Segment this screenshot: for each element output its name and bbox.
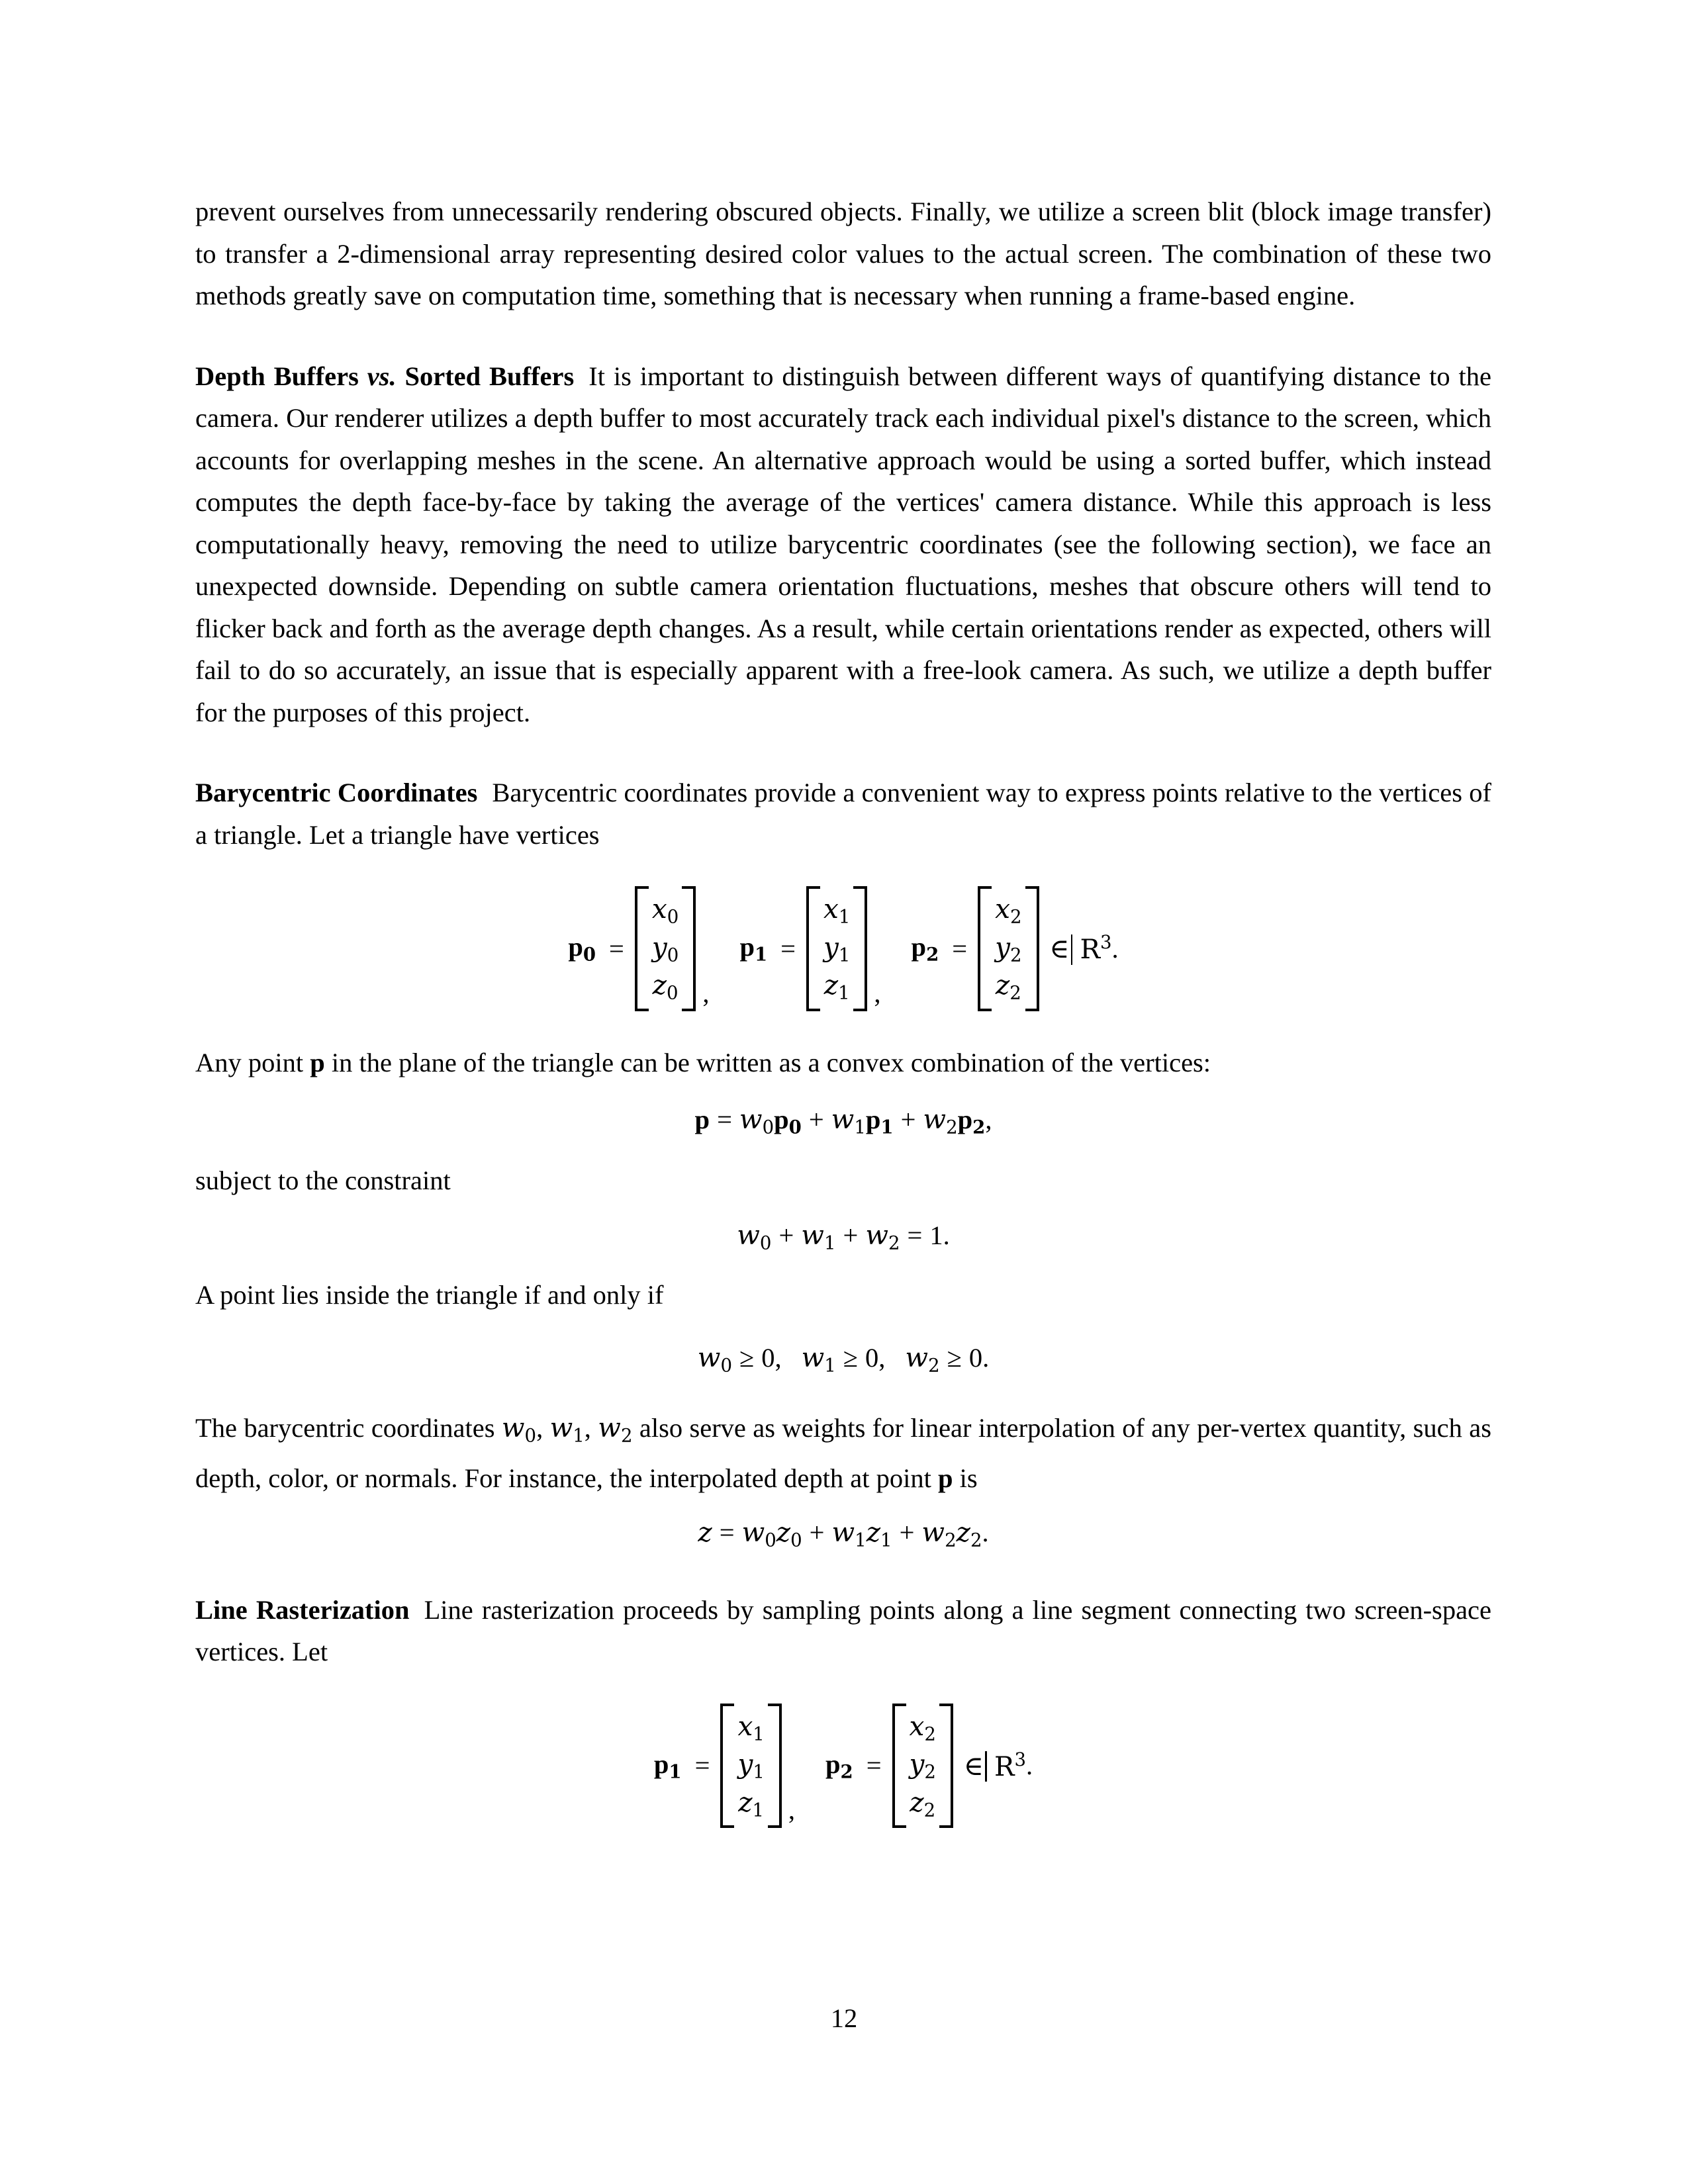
- vector-entry: $y_0$: [651, 931, 679, 966]
- paragraph-spacer: [195, 733, 1491, 772]
- separator-comma: ,: [788, 1795, 795, 1825]
- real-numbers-symbol: $R^3$: [1069, 932, 1111, 965]
- term-w0: $w_0$: [737, 1218, 772, 1254]
- paragraph-subject-to: subject to the constraint: [195, 1165, 451, 1196]
- math-spacer: [195, 1083, 1491, 1106]
- membership-symbol: ∈: [1049, 934, 1070, 964]
- bracket-p1: [806, 886, 867, 1011]
- vector-p2-line: [825, 1704, 953, 1829]
- geq-sign: ≥: [739, 1342, 755, 1373]
- equals-sign: =: [907, 1220, 923, 1250]
- vector-p1-line: [654, 1704, 799, 1829]
- vector-column-p1-line: [731, 1707, 771, 1825]
- membership-symbol: ∈: [963, 1751, 984, 1781]
- page-content: [195, 191, 1491, 1828]
- equals-sign: =: [952, 933, 968, 964]
- inline-w1: $w_1$: [549, 1411, 585, 1447]
- paragraph-point-inside: A point lies inside the triangle if and only if: [195, 1280, 664, 1310]
- math-spacer: [195, 1137, 1491, 1160]
- paragraph-spacer: [195, 1551, 1491, 1589]
- rhs-zero: 0: [761, 1342, 775, 1373]
- plus-sign: +: [809, 1518, 825, 1548]
- vector-p2: [912, 886, 1039, 1011]
- equation-line-endpoints-matrix: [195, 1704, 1491, 1829]
- vector-entry: $y_2$: [909, 1748, 936, 1783]
- bracket-p2: [978, 886, 1039, 1011]
- inline-w2: $w_2$: [598, 1411, 633, 1447]
- vector-entry: $y_2$: [995, 931, 1022, 966]
- term-w0: $w_0$: [739, 1103, 774, 1138]
- heading-barycentric-coordinates: Barycentric Coordinates: [195, 778, 478, 807]
- vector-label-p2: $p_2$: [825, 1749, 853, 1783]
- term-z1: $z_1$: [866, 1516, 892, 1552]
- vector-entry: $y_1$: [823, 931, 851, 966]
- paragraph-line-rasterization-body: Line rasterization proceeds by sampling points along a line segment connecting two screen-space vertices. Let: [195, 1594, 1491, 1667]
- term-w2: $w_2$: [921, 1516, 957, 1552]
- separator-comma: ,: [774, 1342, 782, 1373]
- equation-depth-interpolation: [195, 1516, 1491, 1552]
- bracket-p2-line: [892, 1704, 953, 1829]
- rhs-zero: 0: [865, 1342, 879, 1373]
- math-spacer: [195, 856, 1491, 886]
- vector-label-p1: $p_1$: [739, 932, 768, 966]
- term-w0: $w_0$: [741, 1516, 776, 1552]
- heading-depth-buffers-part2: Sorted Buffers: [404, 361, 575, 391]
- vector-entry: $x_2$: [995, 893, 1022, 928]
- vector-entry: $x_1$: [737, 1709, 765, 1745]
- math-spacer: [195, 1011, 1491, 1042]
- equation-convex-combination: [195, 1103, 1491, 1138]
- lhs-z: z: [698, 1516, 712, 1549]
- math-spacer: [195, 1202, 1491, 1222]
- vector-column-p2: [988, 890, 1028, 1007]
- plus-sign: +: [778, 1220, 794, 1250]
- term-p1: $p_1$: [865, 1105, 894, 1138]
- term-p0: $p_0$: [774, 1105, 802, 1138]
- paragraph-any-point: Any point p in the plane of the triangle can be written as a convex combination of the vertices:: [195, 1047, 1211, 1077]
- plus-sign: +: [808, 1105, 824, 1134]
- vector-label-p0: $p_0$: [568, 932, 596, 966]
- vector-entry: $x_0$: [651, 893, 679, 928]
- page-number: 12: [830, 2003, 858, 2033]
- lhs-p: p: [694, 1105, 710, 1134]
- vector-column-p1: [817, 890, 857, 1007]
- real-numbers-symbol: $R^3$: [984, 1749, 1026, 1782]
- paragraph-depth-buffers-body: It is important to distinguish between different ways of quantifying distance to the camera. Our renderer utilizes a depth buffer to most accurately track each individual pixel's distance to the screen, which accounts for overlapping meshes in the scene. An alternative approach would be using a sorted buffer, which instead computes the depth face-by-face by taking the average of the vertices' camera distance. While this approach is less computationally heavy, removing the need to utilize barycentric coordinates (see the following section), we face an unexpected downside. Depending on subtle camera orientation fluctuations, meshes that obscure others will tend to flicker back and forth as the average depth changes. As a result, while certain orientations render as expected, others will fail to do so accurately, an issue that is especially apparent with a free-look camera. As such, we utilize a depth buffer for the purposes of this project.: [195, 361, 1492, 727]
- plus-sign: +: [900, 1105, 916, 1134]
- vector-entry: $z_0$: [652, 969, 679, 1004]
- vector-label-p1: $p_1$: [653, 1749, 682, 1783]
- term-w0: $w_0$: [697, 1341, 732, 1377]
- vector-p1: [739, 886, 884, 1011]
- paragraph-barycentric-body: Barycentric coordinates provide a convenient way to express points relative to the vertices of a triangle. Let a triangle have vertices: [195, 778, 1492, 850]
- math-spacer: [195, 1253, 1491, 1274]
- term-w2: $w_2$: [865, 1218, 900, 1254]
- inline-symbol-p: p: [937, 1463, 953, 1493]
- heading-depth-buffers-part1: Depth Buffers: [195, 361, 359, 391]
- equals-sign: =: [609, 933, 624, 964]
- vector-column-p2-line: [903, 1707, 943, 1825]
- equation-vertices-matrix: [195, 886, 1491, 1011]
- equals-sign: =: [694, 1751, 710, 1781]
- geq-sign: ≥: [947, 1342, 962, 1373]
- vector-column-p0: [645, 890, 685, 1007]
- math-spacer: [195, 1673, 1491, 1704]
- paragraph-barycentric: [195, 772, 1491, 856]
- vector-entry: $x_2$: [909, 1709, 936, 1745]
- term-w1: $w_1$: [831, 1516, 867, 1552]
- term-z0: $z_0$: [776, 1516, 802, 1552]
- paragraph-depth-buffers: [195, 355, 1491, 734]
- paragraph-intro: prevent ourselves from unnecessarily rendering obscured objects. Finally, we utilize a screen blit (block image transfer) to transfer a 2-dimensional array representing desired color values to the actual screen. The combination of these two methods greatly save on computation time, something that is necessary when running a frame-based engine.: [195, 197, 1491, 310]
- heading-line-rasterization: Line Rasterization: [195, 1594, 410, 1625]
- vector-entry: $z_1$: [823, 969, 850, 1004]
- vector-entry: $z_1$: [738, 1786, 765, 1821]
- vector-entry: $z_2$: [910, 1786, 936, 1821]
- inline-symbol-p: p: [310, 1047, 325, 1077]
- rhs-zero: 0: [968, 1342, 983, 1373]
- separator-comma: ,: [878, 1342, 886, 1373]
- separator-comma: ,: [702, 978, 710, 1008]
- term-w2: $w_2$: [923, 1103, 958, 1138]
- terminator-comma: ,: [985, 1105, 992, 1134]
- equals-sign: =: [780, 933, 796, 964]
- equals-sign: =: [719, 1518, 735, 1548]
- term-z2: $z_2$: [956, 1516, 982, 1552]
- heading-depth-buffers-italic: vs.: [367, 361, 397, 391]
- paragraph-line-rasterization: [195, 1589, 1491, 1673]
- terminator-period: .: [1025, 1751, 1033, 1781]
- vector-entry: $x_1$: [823, 893, 851, 928]
- vector-label-p2: $p_2$: [911, 932, 939, 966]
- math-spacer: [195, 1316, 1491, 1344]
- term-p2: $p_2$: [957, 1105, 986, 1138]
- term-w1: $w_1$: [801, 1341, 836, 1377]
- bracket-p1-line: [720, 1704, 781, 1829]
- terminator-period: .: [1111, 933, 1119, 964]
- equation-nonnegativity: [195, 1341, 1491, 1377]
- vector-entry: $y_1$: [737, 1748, 765, 1783]
- geq-sign: ≥: [843, 1342, 859, 1373]
- term-w1: $w_1$: [831, 1103, 866, 1138]
- bracket-p0: [635, 886, 696, 1011]
- vector-p0: [568, 886, 713, 1011]
- inline-w0: $w_0$: [501, 1411, 537, 1447]
- rhs-one: 1: [929, 1220, 943, 1250]
- terminator-period: .: [943, 1220, 950, 1250]
- equation-sum-constraint: [195, 1218, 1491, 1254]
- plus-sign: +: [899, 1518, 915, 1548]
- paragraph-spacer: [195, 317, 1491, 355]
- math-spacer: [195, 1375, 1491, 1407]
- vector-entry: $z_2$: [995, 969, 1021, 1004]
- equals-sign: =: [717, 1105, 732, 1134]
- term-w2: $w_2$: [905, 1341, 940, 1377]
- separator-comma: ,: [874, 978, 881, 1008]
- paragraph-weights: The barycentric coordinates $w_0$, $w_1$, $w_2$ also serve as weights for linear interpolation of any per-vertex quantity, such as depth, color, or normals. For instance, the interpolated depth at point p is: [195, 1411, 1492, 1493]
- terminator-period: .: [982, 1342, 990, 1373]
- terminator-period: .: [982, 1518, 989, 1548]
- equals-sign: =: [866, 1751, 882, 1781]
- plus-sign: +: [843, 1220, 859, 1250]
- term-w1: $w_1$: [801, 1218, 836, 1254]
